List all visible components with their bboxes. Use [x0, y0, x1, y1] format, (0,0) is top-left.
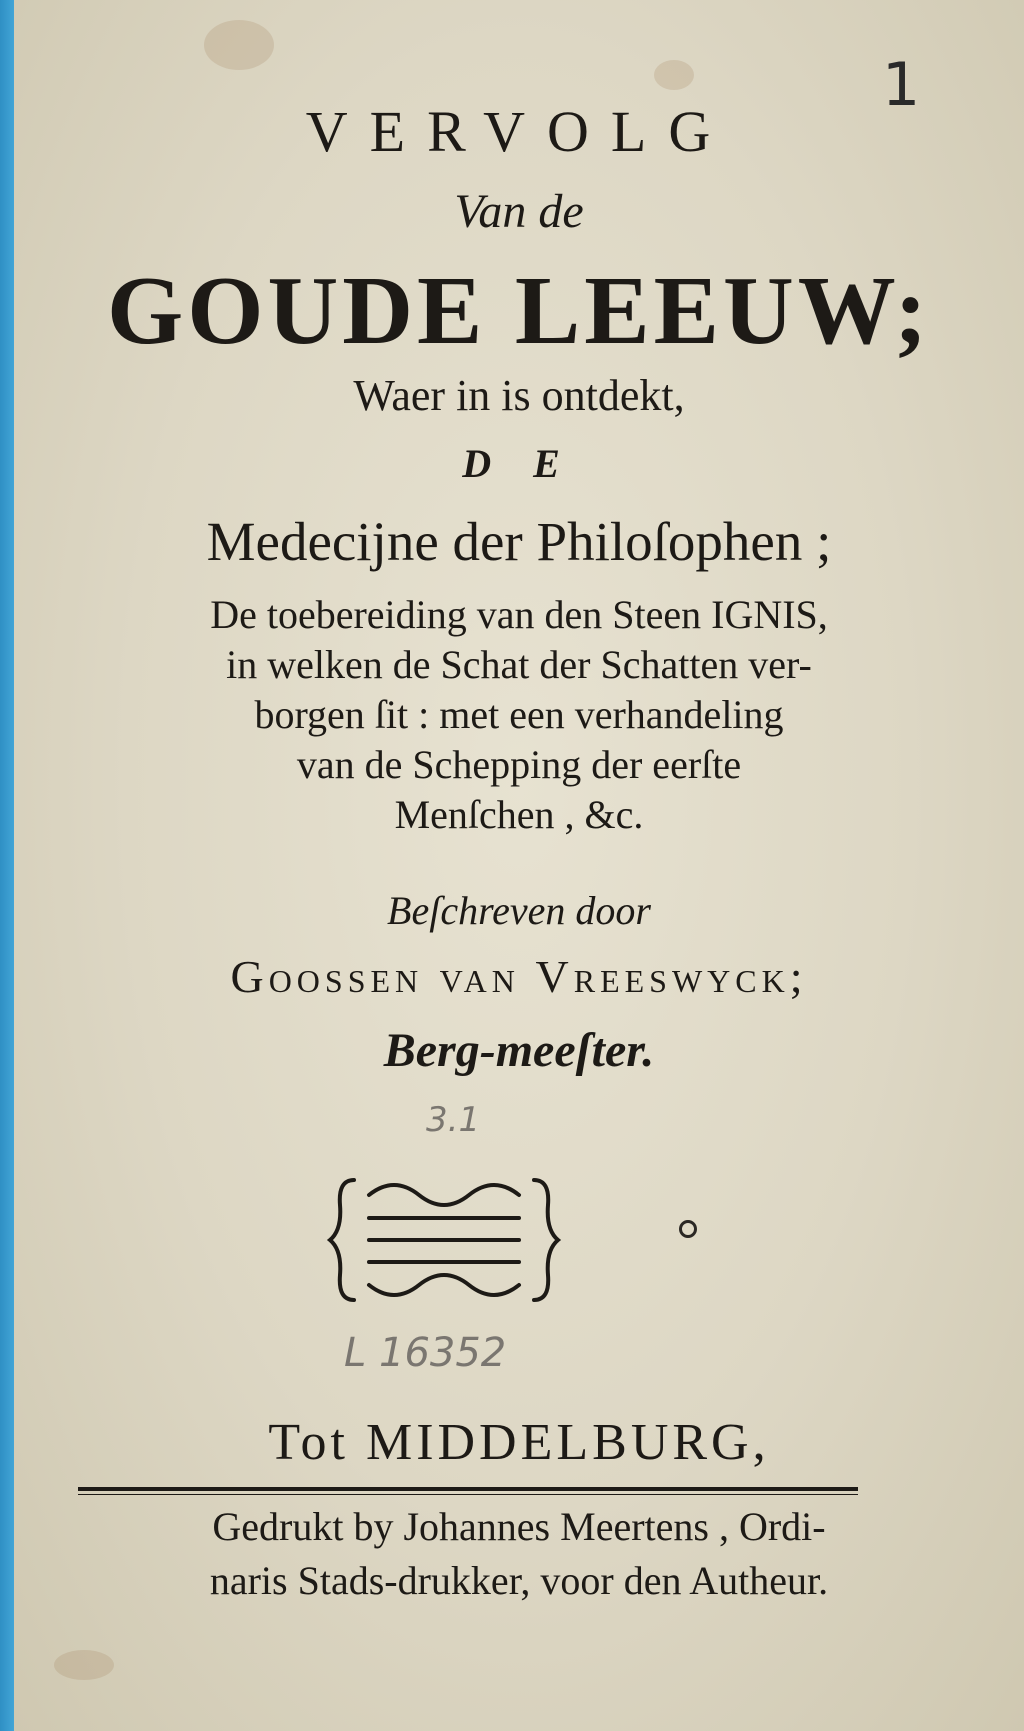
description-line: De toebereiding van den Steen IGNIS, — [210, 592, 828, 637]
subtitle-waer-in-is: Waer in is ontdekt, — [353, 371, 685, 420]
description-line: borgen ſit : met een verhandeling — [254, 692, 784, 737]
subtitle-de: D E — [462, 441, 576, 486]
imprint-line: naris Stads-drukker, voor den Autheur. — [209, 1558, 829, 1603]
description-line: van de Schepping der eerſte — [296, 742, 742, 787]
imprint-line: Gedrukt by Johannes Meertens , Ordi- — [212, 1504, 826, 1549]
title-page — [14, 0, 1024, 1731]
divider-rule-thin — [78, 1494, 858, 1495]
library-call-number: L 16352 — [344, 1330, 507, 1376]
description-block — [14, 590, 1024, 840]
pencil-note: 3.1 — [426, 1100, 481, 1140]
description-line: Menſchen , &c. — [394, 792, 644, 837]
ink-dot — [679, 1220, 697, 1238]
place-of-printing: Tot MIDDELBURG, — [268, 1414, 770, 1471]
divider-rule — [78, 1487, 858, 1491]
author-title: Berg-meeſter. — [383, 1024, 655, 1077]
title-vervolg: VERVOLG — [305, 99, 733, 164]
title-goude-leeuw: GOUDE LEEUW; — [107, 257, 931, 365]
author-name: Goossen van Vreeswyck; — [230, 951, 808, 1002]
subtitle-medecijne: Medecijne der Philoſophen ; — [206, 511, 832, 572]
page-number-annotation: 1 — [882, 50, 921, 120]
title-van-de: Van de — [454, 185, 584, 238]
byline-intro: Beſchreven door — [387, 888, 651, 933]
printers-ornament-icon — [324, 1160, 564, 1320]
imprint-block — [14, 1500, 1024, 1608]
description-line: in welken de Schat der Schatten ver- — [226, 642, 812, 687]
